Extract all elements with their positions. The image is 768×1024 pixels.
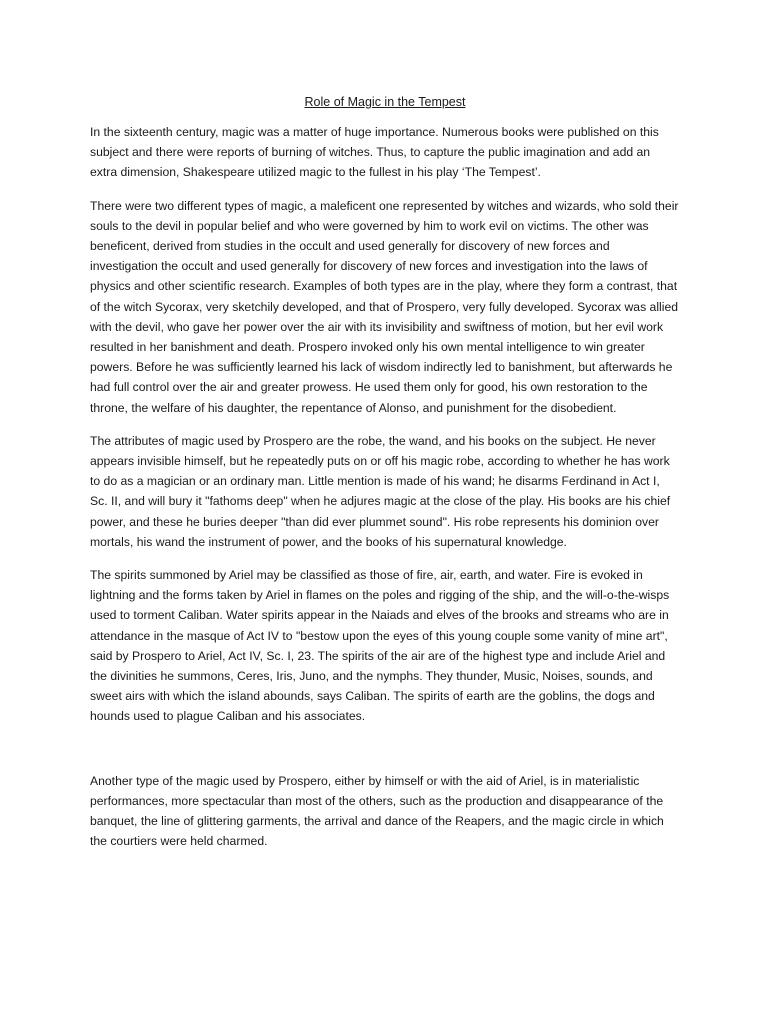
document-title: Role of Magic in the Tempest (304, 95, 466, 109)
paragraph-types-of-magic: There were two different types of magic, a maleficent one represented by witches and wizards, who sold their souls to the devil in popular belief and who were governed by him to work evil on victims. The other was beneficent, derived from studies in the occult and used generally for discovery of new forces and investigation the occult and used generally for discovery of new forces and investigation into the laws of physics and other scientific research. Examples of both types are in the play, where they form a contrast, that of the witch Sycorax, very sketchily developed, and that of Prospero, very fully developed. Sycorax was allied with the devil, who gave her power over the air with its invisibility and swiftness of motion, but her evil work resulted in her banishment and death. Prospero invoked only his own mental intelligence to win greater powers. Before he was sufficiently learned his lack of wisdom indirectly led to banishment, but afterwards he had full control over the air and greater prowess. He used them only for good, his own restoration to the throne, the welfare of his daughter, the repentance of Alonso, and punishment for the disobedient. (90, 198, 679, 415)
paragraph-intro: In the sixteenth century, magic was a matter of huge importance. Numerous books were published on this subject and there were reports of burning of witches. Thus, to capture the public imagination and add an extra dimension, Shakespeare utilized magic to the fullest in his play ‘The Tempest’. (90, 125, 659, 180)
paragraph-attributes-of-magic: The attributes of magic used by Prospero are the robe, the wand, and his books on the subject. He never appears invisible himself, but he repeatedly puts on or off his magic robe, according to whether he has work to do as a magician or an ordinary man. Little mention is made of his wand; he disarms Ferdinand in Act I, Sc. II, and will bury it "fathoms deep" when he adjures magic at the close of the play. His books are his chief power, and these he buries deeper "than did ever plummet sound". His robe represents his dominion over mortals, his wand the instrument of power, and the books of his supernatural knowledge. (90, 433, 671, 549)
paragraph-spirits: The spirits summoned by Ariel may be classified as those of fire, air, earth, and water. Fire is evoked in lightning and the forms taken by Ariel in flames on the poles and rigging of the ship, and the will-o-the-wisps used to torment Caliban. Water spirits appear in the Naiads and elves of the brooks and streams who are in attendance in the masque of Act IV to "bestow upon the eyes of this young couple some vanity of mine art", said by Prospero to Ariel, Act IV, Sc. I, 23. The spirits of the air are of the highest type and include Ariel and the divinities he summons, Ceres, Iris, Juno, and the nymphs. They thunder, Music, Noises, sounds, and sweet airs with which the island abounds, says Caliban. The spirits of earth are the goblins, the dogs and hounds used to plague Caliban and his associates. (90, 568, 670, 724)
document-page (90, 93, 680, 865)
paragraph-materialistic-performances: Another type of the magic used by Prospero, either by himself or with the aid of Ariel, is in materialistic performances, more spectacular than most of the others, such as the production and disappearance of the banquet, the line of glittering garments, the arrival and dance of the Reapers, and the magic circle in which the courtiers were held charmed. (90, 773, 664, 849)
